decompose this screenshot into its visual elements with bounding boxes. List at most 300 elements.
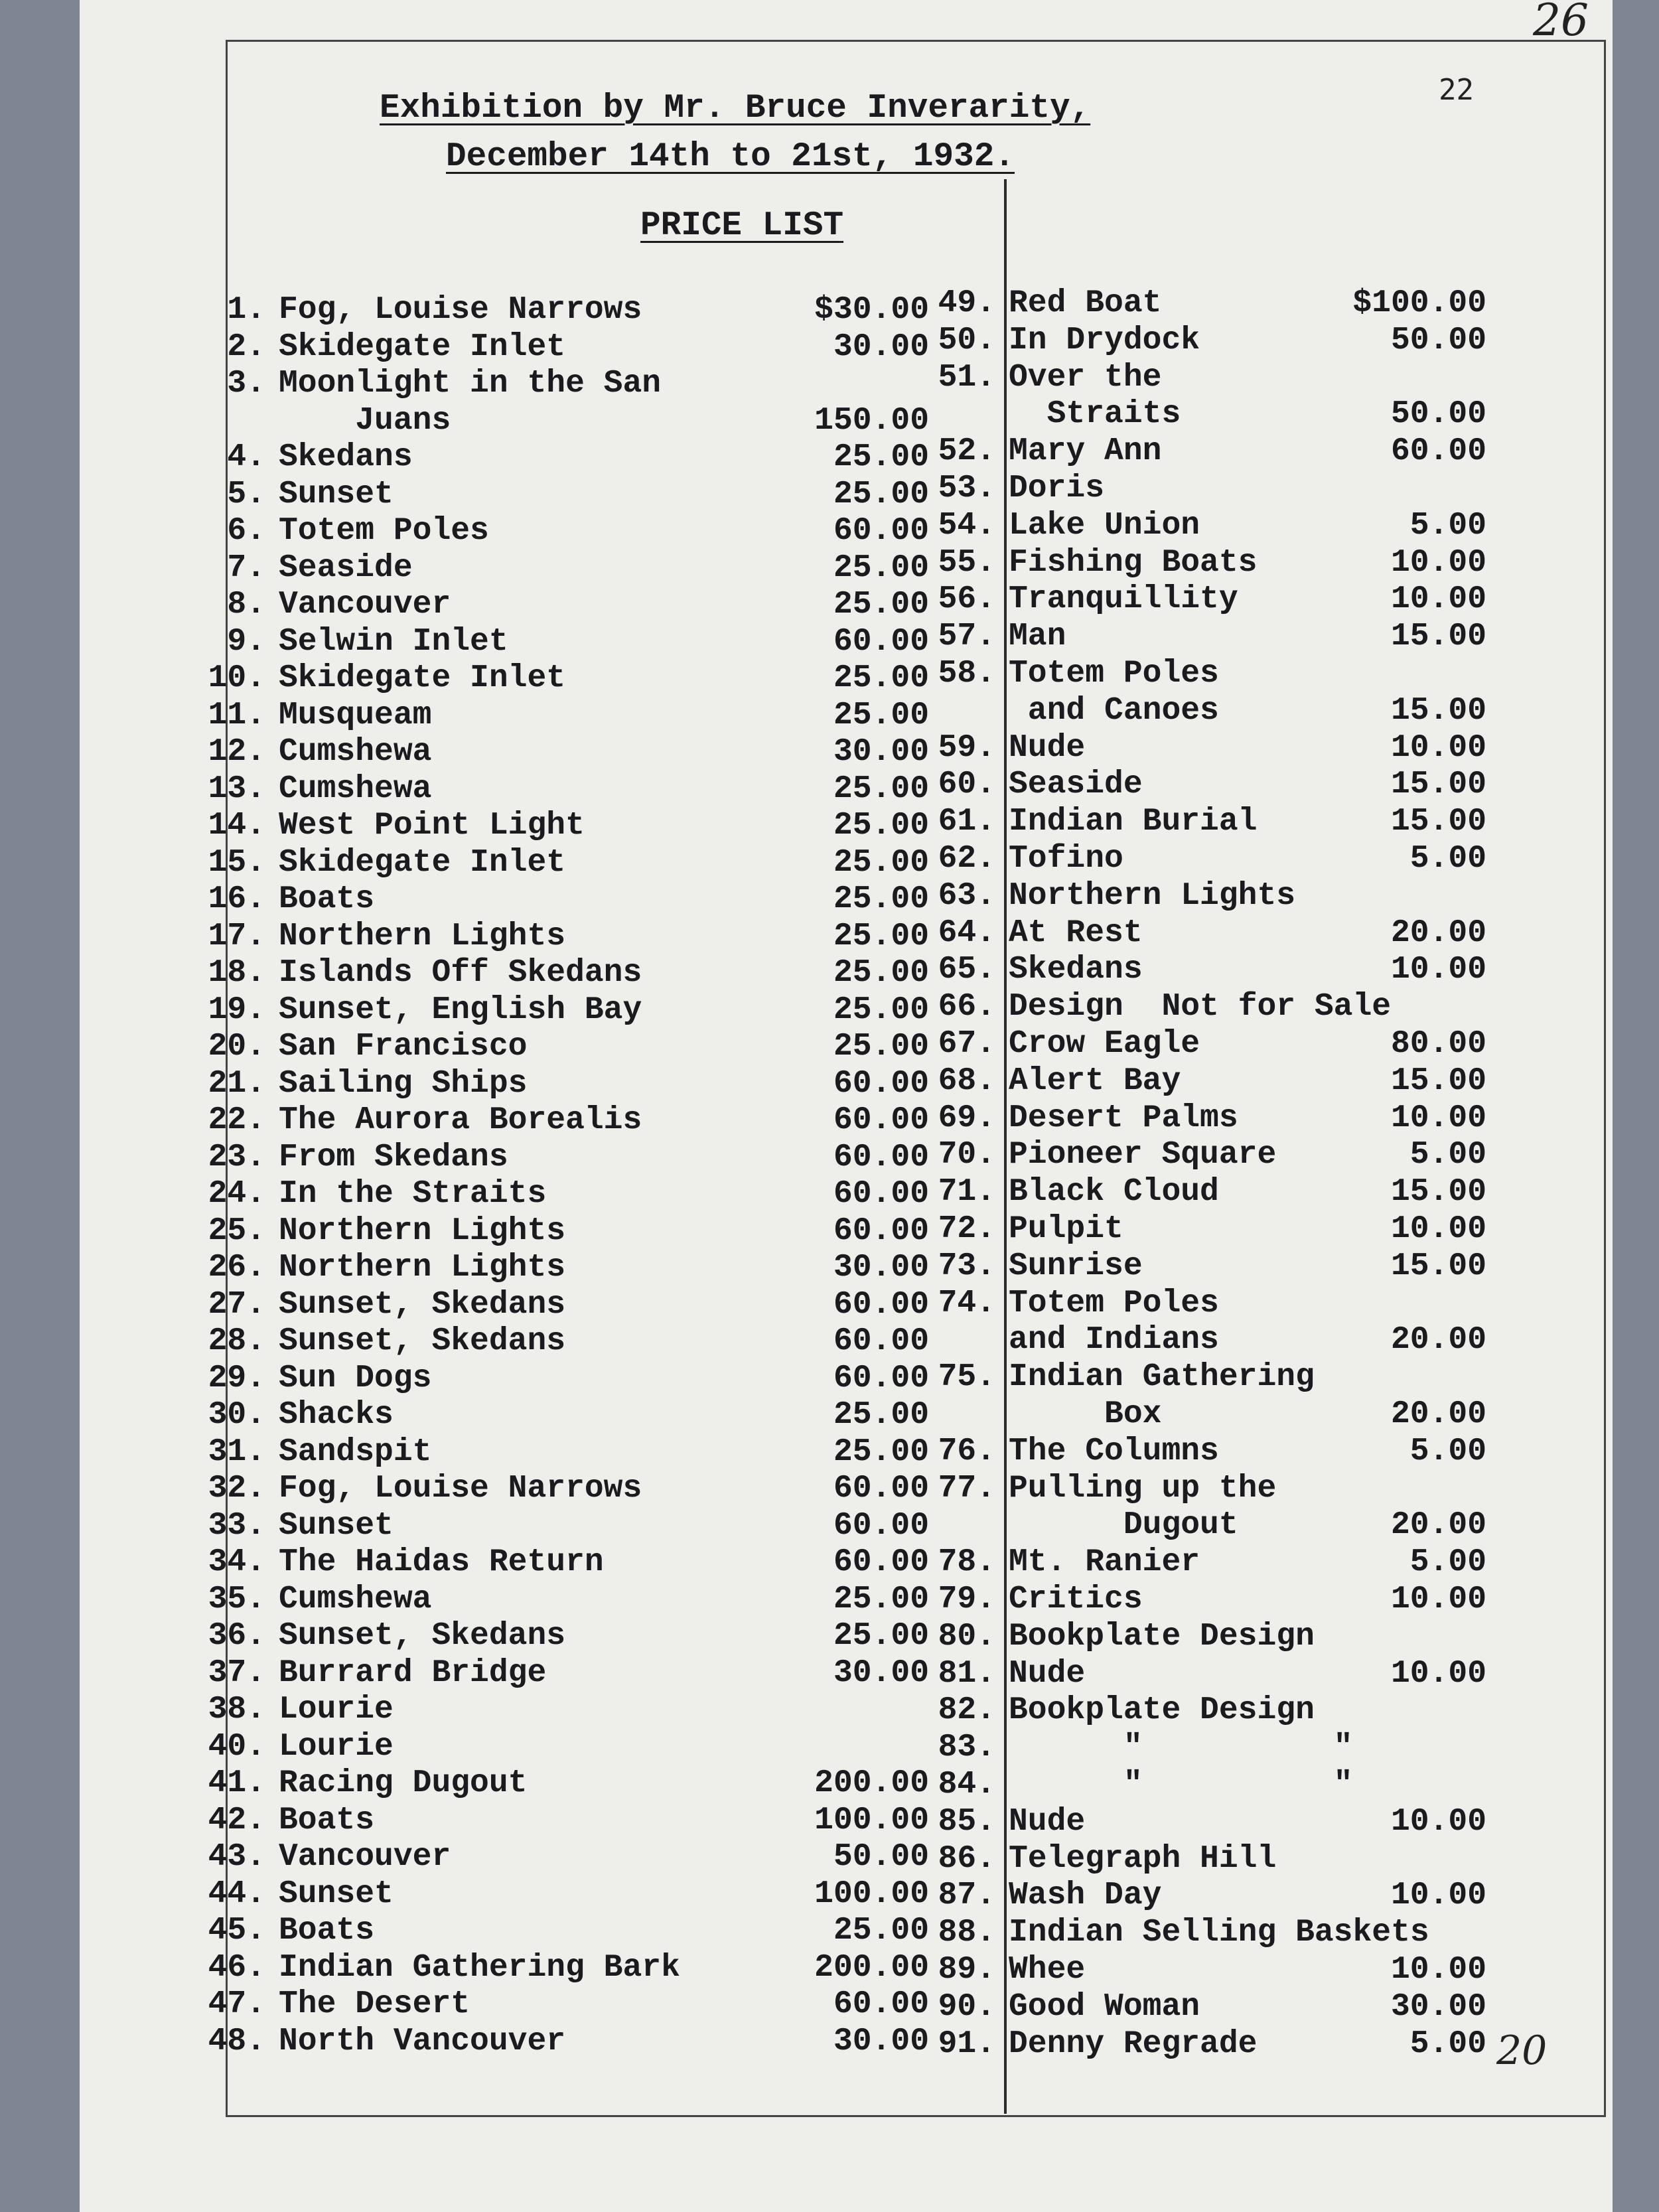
price-list-row	[199, 1323, 929, 1359]
artwork-title: The Desert	[279, 1986, 470, 2022]
price-list-row	[199, 1102, 929, 1138]
artwork-price: 60.00	[833, 1139, 929, 1175]
price-list-row	[929, 1063, 1486, 1099]
artwork-price: 60.00	[833, 1176, 929, 1212]
artwork-title: Mt. Ranier	[1009, 1544, 1200, 1581]
artwork-title: Straits	[1009, 396, 1181, 433]
artwork-title: Nude	[1009, 1803, 1086, 1840]
price-list-row	[199, 403, 929, 439]
artwork-title: Sailing Ships	[279, 1065, 528, 1102]
artwork-price: 25.00	[833, 992, 929, 1028]
artwork-title: Box	[1009, 1396, 1162, 1432]
artwork-price: 60.00	[833, 1507, 929, 1544]
handwritten-corner-number: 26	[1533, 0, 1589, 46]
artwork-price: 30.00	[833, 2023, 929, 2059]
item-number: 57.	[938, 619, 995, 655]
price-list-row	[929, 1100, 1486, 1136]
price-list-row	[199, 1655, 929, 1691]
artwork-title: Skidegate Inlet	[279, 844, 566, 881]
item-number: 31.	[208, 1434, 265, 1470]
artwork-price: 60.00	[833, 1213, 929, 1249]
price-list-row	[929, 915, 1486, 951]
artwork-price: 10.00	[1390, 1211, 1486, 1247]
artwork-title: Black Cloud	[1009, 1174, 1219, 1211]
price-list-row	[199, 477, 929, 512]
artwork-price: 60.00	[833, 1102, 929, 1138]
item-number: 42.	[208, 1802, 265, 1838]
artwork-title: Man	[1009, 619, 1066, 655]
artwork-title: Good Woman	[1009, 1988, 1200, 2025]
artwork-title: Crow Eagle	[1009, 1026, 1200, 1062]
item-number: 44.	[208, 1876, 265, 1912]
artwork-price: 15.00	[1390, 804, 1486, 840]
artwork-price: 25.00	[833, 1913, 929, 1949]
item-number: 51.	[938, 359, 995, 396]
item-number: 88.	[938, 1915, 995, 1951]
item-number: 40.	[208, 1728, 265, 1765]
artwork-price: 30.00	[833, 1655, 929, 1691]
item-number: 86.	[938, 1840, 995, 1877]
artwork-price: 25.00	[833, 550, 929, 586]
item-number: 37.	[208, 1655, 265, 1691]
item-number: 3.	[227, 366, 265, 402]
artwork-title: Totem Poles	[1009, 656, 1219, 692]
page-number: 22	[1439, 73, 1474, 107]
price-list-row	[199, 2024, 929, 2059]
artwork-price: 30.00	[833, 1250, 929, 1286]
artwork-price: 60.00	[833, 1360, 929, 1396]
exhibition-dates: December 14th to 21st, 1932.	[446, 138, 1015, 176]
item-number: 9.	[227, 623, 265, 660]
artwork-title: Sunrise	[1009, 1248, 1143, 1284]
item-number: 12.	[208, 734, 265, 770]
price-list-row	[199, 366, 929, 402]
item-number: 46.	[208, 1949, 265, 1986]
artwork-title: Doris	[1009, 471, 1105, 506]
artwork-price: 25.00	[833, 844, 929, 881]
artwork-title: Totem Poles	[279, 513, 489, 549]
price-list-row	[199, 1618, 929, 1654]
artwork-price: 10.00	[1390, 1655, 1486, 1692]
price-list-row	[199, 1361, 929, 1396]
artwork-title: Northern Lights	[279, 1250, 566, 1286]
price-list-row	[199, 1839, 929, 1875]
artwork-price: 15.00	[1390, 1248, 1486, 1284]
price-list-row	[929, 1656, 1486, 1692]
artwork-title: Cumshewa	[279, 734, 432, 770]
price-list-row	[929, 804, 1486, 840]
artwork-price: 30.00	[1390, 1988, 1486, 2025]
artwork-title: Vancouver	[279, 1839, 451, 1875]
artwork-price: 10.00	[1390, 1100, 1486, 1136]
artwork-title: The Columns	[1009, 1433, 1219, 1469]
artwork-title: Telegraph Hill	[1009, 1840, 1277, 1877]
price-list-row	[929, 285, 1486, 321]
item-number: 87.	[938, 1878, 995, 1914]
item-number: 59.	[938, 729, 995, 766]
price-list-row	[929, 1507, 1486, 1543]
artwork-title: Skedans	[1009, 952, 1143, 988]
price-list-row	[929, 581, 1486, 617]
price-list-row	[199, 734, 929, 770]
artwork-title: Sunset, Skedans	[279, 1323, 566, 1359]
item-number: 14.	[208, 808, 265, 844]
item-number: 7.	[227, 550, 265, 586]
price-list-row	[199, 881, 929, 917]
artwork-price: 200.00	[814, 1765, 929, 1801]
artwork-price: 5.00	[1409, 1544, 1486, 1581]
price-list-row	[929, 952, 1486, 988]
price-list-row	[199, 1913, 929, 1949]
artwork-title: Critics	[1009, 1582, 1143, 1617]
artwork-title: Skidegate Inlet	[279, 329, 566, 365]
item-number: 34.	[208, 1544, 265, 1580]
price-list-row	[929, 1804, 1486, 1840]
artwork-title: Pulpit	[1009, 1211, 1123, 1247]
artwork-price: 25.00	[833, 808, 929, 844]
artwork-price: 60.00	[833, 1544, 929, 1580]
artwork-price: 10.00	[1390, 1582, 1486, 1617]
item-number: 77.	[938, 1470, 995, 1507]
artwork-title: Whee	[1009, 1952, 1086, 1988]
artwork-title: Dugout	[1009, 1507, 1238, 1544]
artwork-title: Islands Off Skedans	[279, 955, 642, 991]
artwork-price: 25.00	[833, 476, 929, 512]
item-number: 49.	[938, 285, 995, 321]
artwork-price: 15.00	[1390, 1063, 1486, 1099]
artwork-price: 60.00	[833, 1286, 929, 1323]
artwork-price: 60.00	[833, 513, 929, 549]
item-number: 54.	[938, 507, 995, 544]
item-number: 66.	[938, 989, 995, 1025]
price-list-row	[199, 1213, 929, 1249]
item-number: 50.	[938, 322, 995, 358]
artwork-price: 10.00	[1390, 1878, 1486, 1914]
price-list-row	[929, 323, 1486, 358]
artwork-price: 200.00	[814, 1949, 929, 1986]
artwork-title: Indian Gathering Bark	[279, 1949, 680, 1986]
price-list-row	[929, 1026, 1486, 1062]
artwork-price: 10.00	[1390, 952, 1486, 988]
price-list-row	[929, 1692, 1486, 1728]
item-number: 90.	[938, 1988, 995, 2025]
artwork-price: 20.00	[1390, 1396, 1486, 1432]
artwork-title: Sunset, Skedans	[279, 1286, 566, 1323]
artwork-price: 5.00	[1409, 1137, 1486, 1173]
item-number: 89.	[938, 1952, 995, 1988]
price-list-row	[199, 992, 929, 1028]
item-number: 21.	[208, 1065, 265, 1102]
item-number: 45.	[208, 1913, 265, 1949]
item-number: 10.	[208, 660, 265, 696]
artwork-title: Northern Lights	[1009, 877, 1296, 914]
artwork-title: Red Boat	[1009, 285, 1162, 321]
artwork-price: 25.00	[833, 1397, 929, 1433]
item-number: 82.	[938, 1692, 995, 1729]
price-list-row	[929, 1248, 1486, 1284]
artwork-title: Sun Dogs	[279, 1360, 432, 1396]
price-list-row	[929, 471, 1486, 506]
price-list-row	[199, 1544, 929, 1580]
artwork-price: 25.00	[833, 955, 929, 991]
price-list-row	[929, 1915, 1486, 1951]
artwork-title: The Haidas Return	[279, 1544, 604, 1580]
item-number: 18.	[208, 955, 265, 991]
artwork-title: In the Straits	[279, 1176, 547, 1212]
artwork-title: Boats	[279, 881, 375, 917]
price-list-row	[199, 1765, 929, 1801]
price-list-row	[929, 1174, 1486, 1210]
artwork-price: 25.00	[833, 439, 929, 475]
artwork-price: 60.00	[833, 1323, 929, 1359]
artwork-title: Indian Selling Baskets	[1009, 1915, 1429, 1951]
artwork-title: Shacks	[279, 1397, 394, 1433]
price-list-row	[199, 660, 929, 696]
price-list-row	[929, 656, 1486, 692]
artwork-price: 15.00	[1390, 767, 1486, 803]
item-number: 30.	[208, 1397, 265, 1433]
item-number: 15.	[208, 844, 265, 881]
item-number: 74.	[938, 1285, 995, 1321]
item-number: 70.	[938, 1137, 995, 1173]
item-number: 17.	[208, 918, 265, 954]
artwork-price: 25.00	[833, 881, 929, 917]
price-list-row	[199, 1803, 929, 1838]
price-list-heading: PRICE LIST	[640, 207, 844, 245]
artwork-title: " "	[1009, 1767, 1353, 1803]
artwork-title: At Rest	[1009, 915, 1143, 951]
handwritten-tally: 20	[1496, 2028, 1548, 2074]
item-number: 22.	[208, 1102, 265, 1138]
artwork-title: Moonlight in the San	[279, 366, 662, 402]
artwork-title: Sunset	[279, 1876, 394, 1912]
exhibition-title: Exhibition by Mr. Bruce Inverarity,	[380, 90, 1091, 127]
artwork-price: 20.00	[1390, 915, 1486, 951]
price-list-row	[199, 1434, 929, 1470]
price-list-row	[199, 1176, 929, 1212]
item-number: 64.	[938, 915, 995, 951]
artwork-title: Fog, Louise Narrows	[279, 292, 642, 328]
price-list-row	[929, 1582, 1486, 1617]
artwork-title: Northern Lights	[279, 918, 566, 954]
price-list-row	[199, 329, 929, 365]
price-list-row	[929, 989, 1486, 1025]
artwork-title: Sunset	[279, 476, 394, 512]
price-list-row	[929, 396, 1486, 432]
artwork-title: Lourie	[279, 1692, 394, 1728]
artwork-title: From Skedans	[279, 1139, 508, 1175]
artwork-price: 60.00	[833, 1471, 929, 1507]
artwork-price: 10.00	[1390, 581, 1486, 618]
artwork-title: Pioneer Square	[1009, 1137, 1277, 1173]
artwork-title: Tofino	[1009, 841, 1123, 877]
artwork-title: Fishing Boats	[1009, 544, 1258, 581]
price-list-row	[929, 1396, 1486, 1432]
price-list-row	[929, 1434, 1486, 1469]
price-list-row	[929, 1730, 1486, 1765]
artwork-price: 25.00	[833, 918, 929, 954]
price-list-row	[929, 2026, 1486, 2062]
item-number: 63.	[938, 877, 995, 914]
item-number: 25.	[208, 1213, 265, 1249]
artwork-title: Alert Bay	[1009, 1063, 1181, 1099]
artwork-title: Design Not for Sale	[1009, 989, 1392, 1025]
price-list-row	[929, 545, 1486, 581]
artwork-title: Sunset	[279, 1507, 394, 1544]
artwork-price: 50.00	[833, 1839, 929, 1875]
artwork-title: Cumshewa	[279, 771, 432, 807]
price-list-row	[199, 513, 929, 549]
price-list-row	[929, 1989, 1486, 2025]
price-list-row	[199, 550, 929, 586]
artwork-title: Boats	[279, 1802, 375, 1838]
item-number: 47.	[208, 1986, 265, 2022]
artwork-title: Selwin Inlet	[279, 623, 508, 660]
artwork-title: The Aurora Borealis	[279, 1102, 642, 1138]
price-list-row	[199, 1140, 929, 1175]
price-list-row	[929, 619, 1486, 654]
price-list-row	[929, 508, 1486, 544]
item-number: 68.	[938, 1063, 995, 1099]
item-number: 78.	[938, 1544, 995, 1581]
item-number: 48.	[208, 2023, 265, 2059]
price-list-row	[929, 1322, 1486, 1358]
item-number: 84.	[938, 1767, 995, 1803]
artwork-price: 100.00	[814, 1876, 929, 1912]
artwork-title: Vancouver	[279, 587, 451, 623]
artwork-price: 15.00	[1390, 619, 1486, 655]
price-list-row	[199, 439, 929, 475]
price-list-row	[929, 878, 1486, 914]
artwork-title: Burrard Bridge	[279, 1655, 547, 1691]
item-number: 55.	[938, 544, 995, 581]
artwork-price: 25.00	[833, 1029, 929, 1065]
price-list-row	[929, 693, 1486, 729]
artwork-price: 15.00	[1390, 692, 1486, 729]
price-list-row	[199, 1508, 929, 1544]
price-list-row	[199, 1250, 929, 1286]
artwork-title: Wash Day	[1009, 1878, 1162, 1914]
artwork-price: 60.00	[833, 1065, 929, 1102]
item-number: 65.	[938, 952, 995, 988]
item-number: 53.	[938, 471, 995, 506]
item-number: 16.	[208, 881, 265, 917]
item-number: 8.	[227, 587, 265, 623]
price-list-row	[929, 1841, 1486, 1877]
price-list-row	[929, 1137, 1486, 1173]
artwork-title: " "	[1009, 1730, 1353, 1766]
artwork-price: 5.00	[1409, 2026, 1486, 2062]
price-list-row	[199, 955, 929, 991]
price-list-row	[929, 1767, 1486, 1803]
price-list-row	[199, 1029, 929, 1065]
artwork-title: Denny Regrade	[1009, 2026, 1258, 2062]
item-number: 6.	[227, 513, 265, 549]
item-number: 80.	[938, 1618, 995, 1655]
item-number: 69.	[938, 1100, 995, 1136]
artwork-price: 25.00	[833, 697, 929, 733]
artwork-title: West Point Light	[279, 808, 585, 844]
item-number: 28.	[208, 1323, 265, 1359]
item-number: 60.	[938, 767, 995, 803]
price-list-row	[199, 1471, 929, 1507]
artwork-title: Desert Palms	[1009, 1100, 1238, 1136]
artwork-title: Cumshewa	[279, 1581, 432, 1617]
artwork-title: Lake Union	[1009, 507, 1200, 544]
artwork-price: 10.00	[1390, 1952, 1486, 1988]
item-number: 29.	[208, 1360, 265, 1396]
item-number: 24.	[208, 1176, 265, 1212]
item-number: 26.	[208, 1250, 265, 1286]
item-number: 61.	[938, 804, 995, 840]
artwork-price: 60.00	[833, 1986, 929, 2022]
item-number: 43.	[208, 1839, 265, 1875]
price-list-row	[199, 1950, 929, 1986]
item-number: 27.	[208, 1286, 265, 1323]
price-list-row	[199, 624, 929, 660]
price-list-row	[929, 1544, 1486, 1580]
artwork-title: Mary Ann	[1009, 433, 1162, 470]
item-number: 52.	[938, 433, 995, 470]
artwork-price: 25.00	[833, 1618, 929, 1654]
artwork-price: 60.00	[833, 623, 929, 660]
price-list-row	[929, 841, 1486, 877]
item-number: 23.	[208, 1139, 265, 1175]
artwork-price: 25.00	[833, 1581, 929, 1617]
artwork-title: Seaside	[279, 550, 413, 586]
item-number: 67.	[938, 1026, 995, 1062]
price-list-row	[199, 1986, 929, 2022]
price-list-row	[199, 698, 929, 733]
price-list-row	[929, 1359, 1486, 1395]
item-number: 36.	[208, 1618, 265, 1654]
artwork-title: Sunset, Skedans	[279, 1618, 566, 1654]
item-number: 11.	[208, 697, 265, 733]
artwork-price: 50.00	[1390, 396, 1486, 433]
artwork-price: 25.00	[833, 1434, 929, 1470]
artwork-price: 5.00	[1409, 841, 1486, 877]
artwork-title: North Vancouver	[279, 2023, 566, 2059]
artwork-title: Seaside	[1009, 767, 1143, 803]
artwork-title: Sunset, English Bay	[279, 992, 642, 1028]
artwork-price: 5.00	[1409, 1433, 1486, 1469]
artwork-title: Bookplate Design	[1009, 1692, 1315, 1729]
artwork-price: 80.00	[1390, 1026, 1486, 1062]
artwork-price: 30.00	[833, 734, 929, 770]
artwork-price: 25.00	[833, 771, 929, 807]
artwork-title: Bookplate Design	[1009, 1618, 1315, 1655]
artwork-title: Juans	[279, 402, 451, 439]
item-number: 81.	[938, 1655, 995, 1692]
artwork-price: 15.00	[1390, 1174, 1486, 1211]
artwork-price: 10.00	[1390, 1803, 1486, 1840]
artwork-title: Musqueam	[279, 697, 432, 733]
artwork-price: $100.00	[1352, 285, 1486, 321]
price-list-row	[199, 587, 929, 623]
artwork-price: 100.00	[814, 1802, 929, 1838]
artwork-title: San Francisco	[279, 1029, 528, 1065]
item-number: 5.	[227, 476, 265, 512]
artwork-title: Skedans	[279, 439, 413, 475]
artwork-title: Lourie	[279, 1728, 394, 1765]
artwork-title: Indian Burial	[1009, 804, 1258, 840]
artwork-title: and Canoes	[1009, 692, 1219, 729]
artwork-title: Over the	[1009, 359, 1162, 396]
item-number: 91.	[938, 2026, 995, 2062]
price-list-row	[199, 919, 929, 954]
item-number: 1.	[227, 292, 265, 328]
artwork-price: 150.00	[814, 402, 929, 439]
